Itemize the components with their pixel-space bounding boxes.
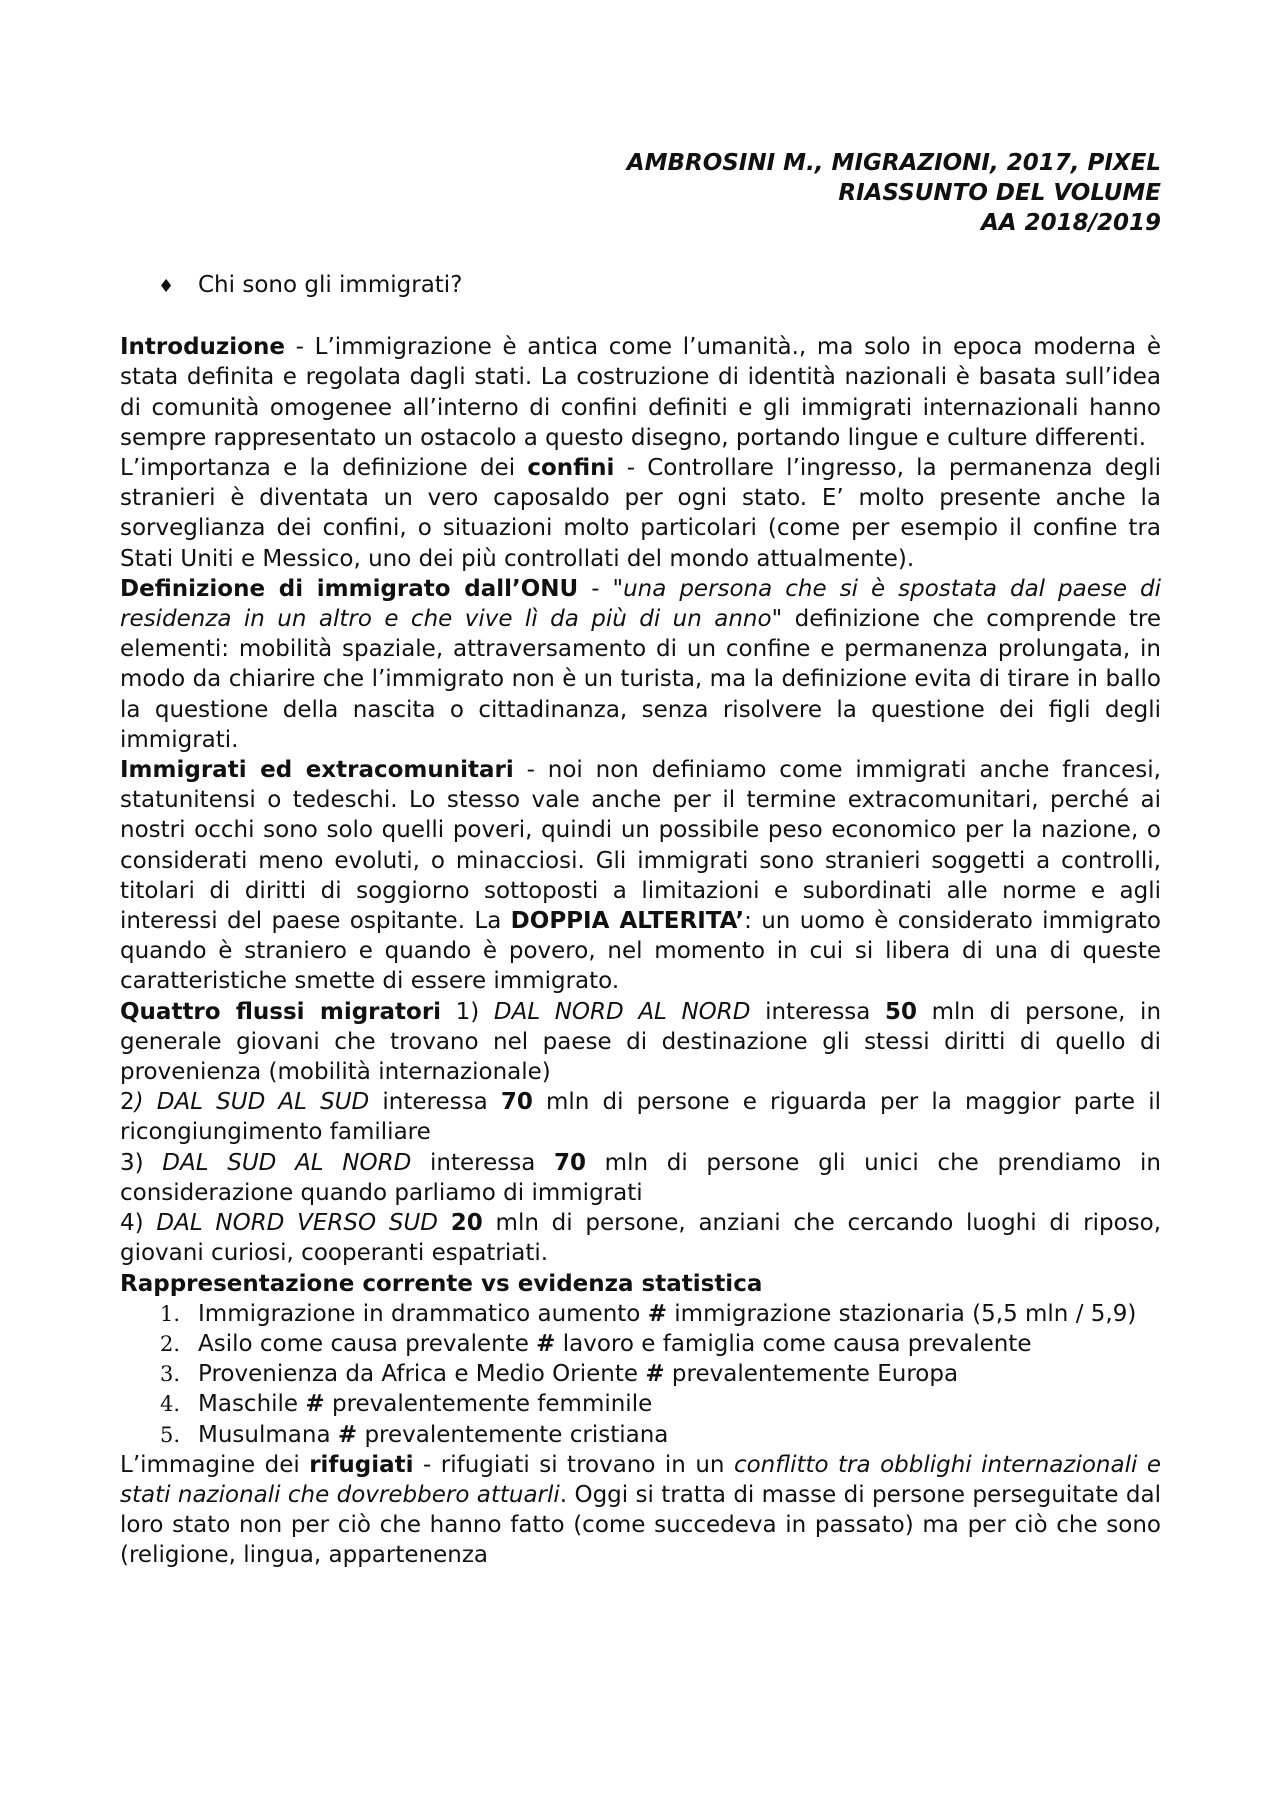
heading-introduzione: Introduzione: [120, 334, 285, 361]
paragraph-confini: L’importanza e la definizione dei confini - Controllare l’ingresso, la permanenza degli stranieri è diventata un vero caposaldo per ogni stato. E’ molto presente anche la sorveglianza dei confini, o situazioni molto particolari (come per esempio il confine tra Stati Uniti e Messico, uno dei più controllati del mondo attualmente).: [120, 455, 1161, 572]
document-header: [120, 148, 1161, 238]
header-academic-year: AA 2018/2019: [980, 210, 1161, 236]
question-text: Chi sono gli immigrati?: [198, 272, 463, 298]
paragraph-flussi-2: 2) DAL SUD AL SUD interessa 70 mln di persone e riguarda per la maggior parte il ricongiungimento familiare: [120, 1089, 1161, 1146]
header-subtitle: RIASSUNTO DEL VOLUME: [838, 180, 1161, 206]
paragraph-definizione-onu: Definizione di immigrato dall’ONU - "una persona che si è spostata dal paese di residenza in un altro e che vive lì da più di un anno" definizione che comprende tre elementi: mobilità spaziale, attraversamento di un confine e permanenza prolungata, in modo da chiarire che l’immigrato non è un turista, ma la definizione evita di tirare in ballo la questione della nascita o cittadinanza, senza risolvere la questione dei figli degli immigrati.: [120, 575, 1162, 753]
list-item: 5. Musulmana # prevalentemente cristiana: [160, 1421, 669, 1448]
paragraph-extracomunitari: Immigrati ed extracomunitari - noi non definiamo come immigrati anche francesi, statunitensi o tedeschi. Lo stesso vale anche per il termine extracomunitari, perché ai nostri occhi sono solo quelli poveri, quindi un possibile peso economico per la nazione, o considerati meno evoluti, o minacciosi. Gli immigrati sono stranieri soggetti a controlli, titolari di diritti di soggiorno sottoposti a limitazioni e subordinati alle norme e agli interessi del paese ospitante. La DOPPIA ALTERITA’: un uomo è considerato immigrato quando è straniero e quando è povero, nel momento in cui si libera di una di queste caratteristiche smette di essere immigrato.: [120, 757, 1162, 995]
question-bullet: [120, 270, 1161, 302]
list-item: 1. Immigrazione in drammatico aumento # immigrazione stazionaria (5,5 mln / 5,9): [160, 1300, 1137, 1327]
document-body: [120, 270, 1161, 1571]
heading-rappresentazione: Rappresentazione corrente vs evidenza statistica: [120, 1270, 763, 1297]
diamond-bullet-icon: ♦: [158, 276, 175, 297]
term-rifugiati: rifugiati: [309, 1451, 414, 1478]
paragraph-introduzione: Introduzione - L’immigrazione è antica come l’umanità., ma solo in epoca moderna è stata definita e regolata dagli stati. La costruzione di identità nazionali è basata sull’idea di comunità omogenee all’interno di confini definiti e gli immigrati internazionali hanno sempre rappresentato un ostacolo a questo disegno, portando lingue e culture differenti.: [120, 334, 1161, 451]
numbered-list-rappresentazione: [120, 1299, 1161, 1450]
heading-extracomunitari: Immigrati ed extracomunitari: [120, 757, 514, 784]
paragraph-rifugiati: L’immagine dei rifugiati - rifugiati si trovano in un conflitto tra obblighi internazionali e stati nazionali che dovrebbero attuarli. Oggi si tratta di masse di persone perseguitate dal loro stato non per ciò che hanno fatto (come succedeva in passato) ma per ciò che sono (religione, lingua, appartenenza: [120, 1451, 1161, 1569]
list-item: 3. Provenienza da Africa e Medio Oriente # prevalentemente Europa: [160, 1361, 959, 1388]
heading-definizione-onu: Definizione di immigrato dall’ONU: [120, 575, 579, 602]
paragraph-flussi-4: 4) DAL NORD VERSO SUD 20 mln di persone, anziani che cercando luoghi di riposo, giovani curiosi, cooperanti espatriati.: [120, 1210, 1162, 1267]
header-title: AMBROSINI M., MIGRAZIONI, 2017, PIXEL: [626, 150, 1161, 176]
list-item: 4. Maschile # prevalentemente femminile: [160, 1391, 653, 1418]
paragraph-flussi-1: Quattro flussi migratori 1) DAL NORD AL NORD interessa 50 mln di persone, in generale giovani che trovano nel paese di destinazione gli stessi diritti di quello di provenienza (mobilità internazionale): [120, 998, 1162, 1086]
term-confini: confini: [527, 455, 615, 482]
paragraph-flussi-3: 3) DAL SUD AL NORD interessa 70 mln di persone gli unici che prendiamo in considerazione quando parliamo di immigrati: [120, 1149, 1161, 1206]
heading-flussi: Quattro flussi migratori: [120, 998, 442, 1025]
onu-quote: "una persona che si è spostata dal paese di residenza in un altro e che vive lì da più di un anno": [120, 575, 1161, 633]
term-doppia-alterita: DOPPIA ALTERITA’: [510, 908, 745, 935]
list-item: 2. Asilo come causa prevalente # lavoro e famiglia come causa prevalente: [160, 1330, 1032, 1357]
